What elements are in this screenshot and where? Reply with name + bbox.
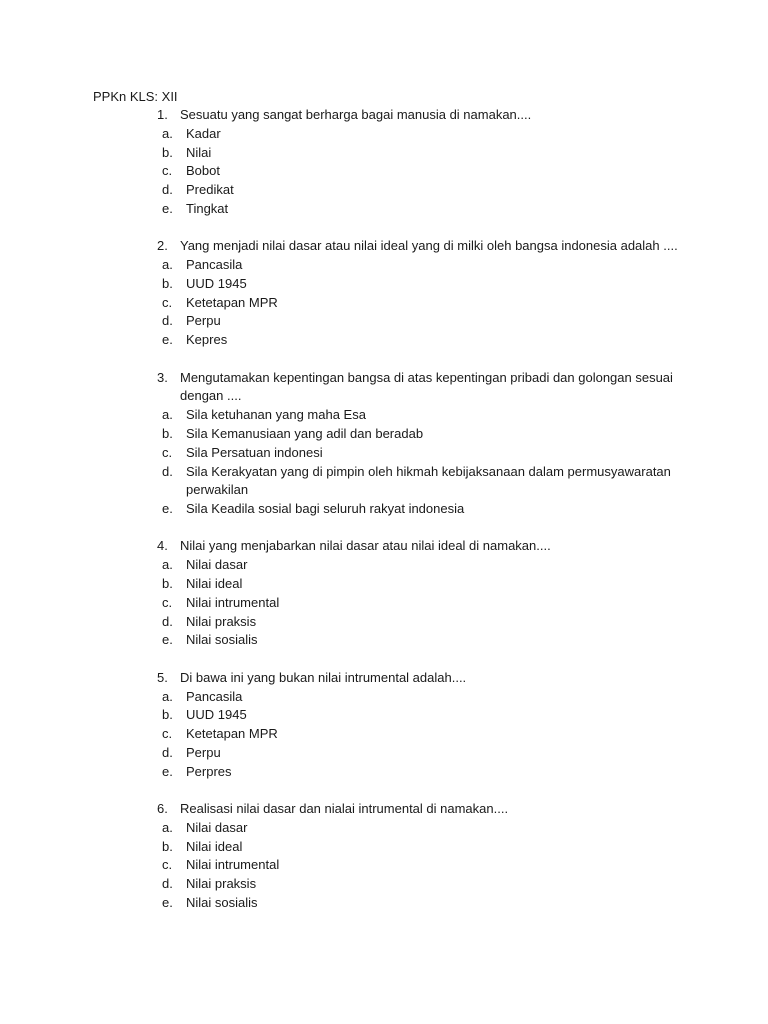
question-row: [0, 800, 768, 819]
option-text: Sila Kemanusiaan yang adil dan beradab: [186, 425, 424, 441]
question-number: 3.: [157, 369, 168, 385]
question-6: [0, 800, 768, 913]
answer-option: [0, 200, 768, 219]
answer-option: [0, 706, 768, 725]
option-text: Tingkat: [186, 200, 229, 216]
option-text: Nilai sosialis: [186, 894, 258, 910]
question-row: [0, 237, 768, 256]
answer-option: [0, 875, 768, 894]
question-row: [0, 669, 768, 688]
document-header: PPKn KLS: XII: [93, 89, 178, 104]
option-letter: d.: [162, 876, 173, 892]
question-text: Sesuatu yang sangat berharga bagai manusia di namakan....: [180, 107, 532, 122]
question-row: [0, 537, 768, 556]
answer-option: [0, 125, 768, 144]
option-text: Perpres: [186, 763, 232, 779]
answer-option: [0, 144, 768, 163]
option-text: UUD 1945: [186, 707, 247, 723]
option-text: Nilai praksis: [186, 876, 257, 892]
question-text: Mengutamakan kepentingan bangsa di atas kepentingan pribadi dan golongan sesuai dengan ....: [180, 369, 673, 404]
option-letter: e.: [162, 894, 173, 910]
option-text: Nilai praksis: [186, 613, 257, 629]
answer-option: [0, 838, 768, 857]
answer-option: [0, 725, 768, 744]
option-letter: b.: [162, 576, 173, 592]
option-text: Pancasila: [186, 688, 243, 704]
option-letter: a.: [162, 688, 173, 704]
option-text: Nilai sosialis: [186, 632, 258, 648]
option-text: Nilai ideal: [186, 576, 243, 592]
option-letter: c.: [162, 726, 173, 742]
option-text: Nilai ideal: [186, 838, 243, 854]
question-number: 5.: [157, 669, 168, 685]
answer-option: [0, 894, 768, 913]
option-letter: c.: [162, 594, 173, 610]
option-text: Nilai dasar: [186, 819, 248, 835]
option-letter: a.: [162, 407, 173, 423]
option-text: Sila ketuhanan yang maha Esa: [186, 407, 366, 423]
option-text: Sila Persatuan indonesi: [186, 444, 323, 460]
question-text: Yang menjadi nilai dasar atau nilai ideal yang di milki oleh bangsa indonesia adalah ....: [180, 238, 678, 254]
option-text: Nilai dasar: [186, 557, 248, 573]
option-text: Nilai intrumental: [186, 594, 280, 610]
question-text: Nilai yang menjabarkan nilai dasar atau nilai ideal di namakan....: [180, 538, 551, 554]
option-text: Bobot: [186, 163, 220, 179]
question-3: [0, 369, 768, 519]
option-letter: b.: [162, 144, 173, 160]
question-2: [0, 237, 768, 350]
question-5: [0, 669, 768, 782]
option-text: Pancasila: [186, 257, 243, 273]
question-number: 2.: [157, 238, 168, 254]
answer-option: [0, 631, 768, 650]
question-row: [0, 369, 768, 407]
option-text: Kadar: [186, 125, 221, 141]
option-letter: c.: [162, 857, 173, 873]
question-list: [0, 106, 768, 931]
option-text: UUD 1945: [186, 275, 247, 291]
question-row: [0, 106, 768, 125]
option-letter: e.: [162, 632, 173, 648]
answer-option: [0, 425, 768, 444]
option-letter: d.: [162, 182, 173, 198]
option-letter: b.: [162, 275, 173, 291]
answer-option: [0, 594, 768, 613]
option-text: Sila Keadila sosial bagi seluruh rakyat indonesia: [186, 501, 465, 517]
option-letter: b.: [162, 707, 173, 723]
option-text: Perpu: [186, 313, 221, 329]
option-letter: a.: [162, 257, 173, 273]
option-letter: d.: [162, 613, 173, 629]
option-text: Perpu: [186, 744, 221, 760]
question-number: 4.: [157, 538, 168, 554]
question-number: 6.: [157, 801, 168, 816]
question-4: [0, 537, 768, 650]
option-letter: d.: [162, 313, 173, 329]
option-text: Ketetapan MPR: [186, 726, 278, 742]
answer-option: [0, 744, 768, 763]
option-letter: d.: [162, 463, 173, 479]
answer-option: [0, 444, 768, 463]
answer-option: [0, 500, 768, 519]
answer-option: [0, 556, 768, 575]
option-letter: a.: [162, 819, 173, 835]
option-letter: a.: [162, 557, 173, 573]
answer-option: [0, 294, 768, 313]
option-letter: c.: [162, 444, 173, 460]
answer-option: [0, 331, 768, 350]
option-letter: e.: [162, 501, 173, 517]
answer-option: [0, 463, 768, 501]
answer-option: [0, 312, 768, 331]
answer-option: [0, 256, 768, 275]
answer-option: [0, 406, 768, 425]
answer-option: [0, 763, 768, 782]
option-letter: b.: [162, 838, 173, 854]
answer-option: [0, 688, 768, 707]
option-letter: e.: [162, 763, 173, 779]
option-letter: e.: [162, 332, 173, 348]
option-text: Nilai: [186, 144, 212, 160]
option-letter: b.: [162, 425, 173, 441]
answer-option: [0, 613, 768, 632]
answer-option: [0, 575, 768, 594]
option-text: Predikat: [186, 182, 234, 198]
option-letter: a.: [162, 125, 173, 141]
option-text: Kepres: [186, 332, 228, 348]
answer-option: [0, 162, 768, 181]
option-text: Sila Kerakyatan yang di pimpin oleh hikmah kebijaksanaan dalam permusyawaratan perwakilan: [186, 463, 671, 498]
answer-option: [0, 856, 768, 875]
answer-option: [0, 181, 768, 200]
question-text: Di bawa ini yang bukan nilai intrumental adalah....: [180, 669, 467, 685]
option-letter: c.: [162, 294, 173, 310]
question-1: [0, 106, 768, 219]
option-text: Ketetapan MPR: [186, 294, 278, 310]
option-letter: c.: [162, 163, 173, 179]
question-number: 1.: [157, 107, 168, 122]
option-letter: d.: [162, 744, 173, 760]
answer-option: [0, 275, 768, 294]
option-text: Nilai intrumental: [186, 857, 280, 873]
question-text: Realisasi nilai dasar dan nialai intrumental di namakan....: [180, 801, 509, 816]
option-letter: e.: [162, 200, 173, 216]
answer-option: [0, 819, 768, 838]
